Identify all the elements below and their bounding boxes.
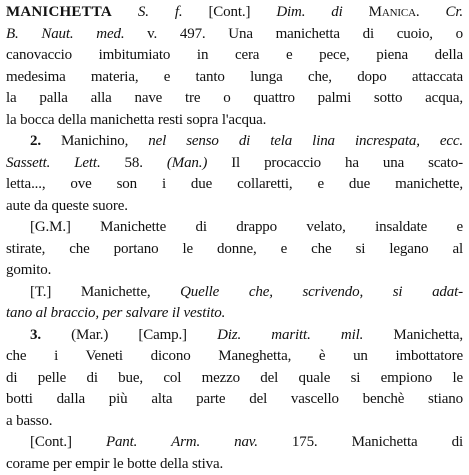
text-line (6, 282, 463, 304)
text-segment: tano al braccio, per salvare il vestito. (6, 305, 225, 321)
text-segment: [Cont.] (30, 434, 106, 450)
text-line (6, 325, 463, 347)
text-line (6, 346, 463, 368)
text-segment: S. f. (138, 4, 183, 20)
text-line (6, 45, 463, 67)
text-segment: Manichino, (41, 133, 148, 149)
text-line (6, 217, 463, 239)
text-segment: la palla alla nave tre o quattro palmi sotto acqua, (6, 90, 463, 106)
headword: MANICHETTA (6, 4, 112, 20)
text-segment: stirate, che portano le donne, e che si legano al (6, 241, 463, 257)
text-line (6, 2, 463, 24)
text-segment: (Mar.) [Camp.] (41, 327, 217, 343)
text-line (6, 368, 463, 390)
text-line (6, 411, 463, 433)
text-line (6, 260, 463, 282)
text-segment: Pant. Arm. nav. (106, 434, 258, 450)
text-segment: medesima materia, e tanto lunga che, dopo attaccata (6, 69, 463, 85)
text-segment: v. 497. Una manichetta di cuoio, o (124, 26, 463, 42)
text-segment: [T.] Manichette, (30, 284, 180, 300)
text-segment: Manichetta, (363, 327, 463, 343)
text-segment: Il procaccio ha una scato- (207, 155, 463, 171)
text-segment: (Man.) (167, 155, 207, 171)
text-segment: Diz. maritt. mil. (217, 327, 363, 343)
text-segment: a basso. (6, 413, 52, 429)
text-segment: Cr. (446, 4, 463, 20)
text-line (6, 239, 463, 261)
text-segment: aute da queste suore. (6, 198, 128, 214)
text-line (6, 432, 463, 454)
text-line (6, 24, 463, 46)
text-segment: B. Naut. med. (6, 26, 124, 42)
text-line (6, 88, 463, 110)
sense-number: 3. (30, 327, 41, 343)
text-segment (112, 4, 138, 20)
text-segment: letta..., ove son i due collaretti, e due manichette, (6, 176, 463, 192)
text-segment: [Cont.] (182, 4, 276, 20)
text-segment: botti dalla più alta parte del vascello benchè stiano (6, 391, 463, 407)
text-segment: Manica (369, 4, 416, 20)
text-segment: corame per empir le botte della stiva. (6, 456, 223, 472)
text-line (6, 110, 463, 132)
text-segment: 175. Manichetta di (258, 434, 463, 450)
text-segment: la bocca della manichetta resti sopra l'acqua. (6, 112, 266, 128)
text-line (6, 153, 463, 175)
text-segment: gomito. (6, 262, 51, 278)
text-segment: Dim. di (276, 4, 368, 20)
text-segment: . (416, 4, 446, 20)
text-line (6, 196, 463, 218)
sense-number: 2. (30, 133, 41, 149)
text-line (6, 454, 463, 475)
text-segment: Quelle che, scrivendo, si adat- (180, 284, 463, 300)
text-segment: 58. (101, 155, 167, 171)
text-segment: che i Veneti dicono Maneghetta, è un imbottatore (6, 348, 463, 364)
text-segment: di pelle di bue, col mezzo del quale si empiono le (6, 370, 463, 386)
text-segment: canovaccio imbitumiato in cera e pece, piena della (6, 47, 463, 63)
text-line (6, 303, 463, 325)
text-segment: [G.M.] Manichette di drappo velato, insaldate e (30, 219, 463, 235)
text-segment: Sassett. Lett. (6, 155, 101, 171)
text-line (6, 389, 463, 411)
text-line (6, 174, 463, 196)
text-line (6, 67, 463, 89)
text-line (6, 131, 463, 153)
text-segment: nel senso di tela lina increspata, ecc. (148, 133, 463, 149)
